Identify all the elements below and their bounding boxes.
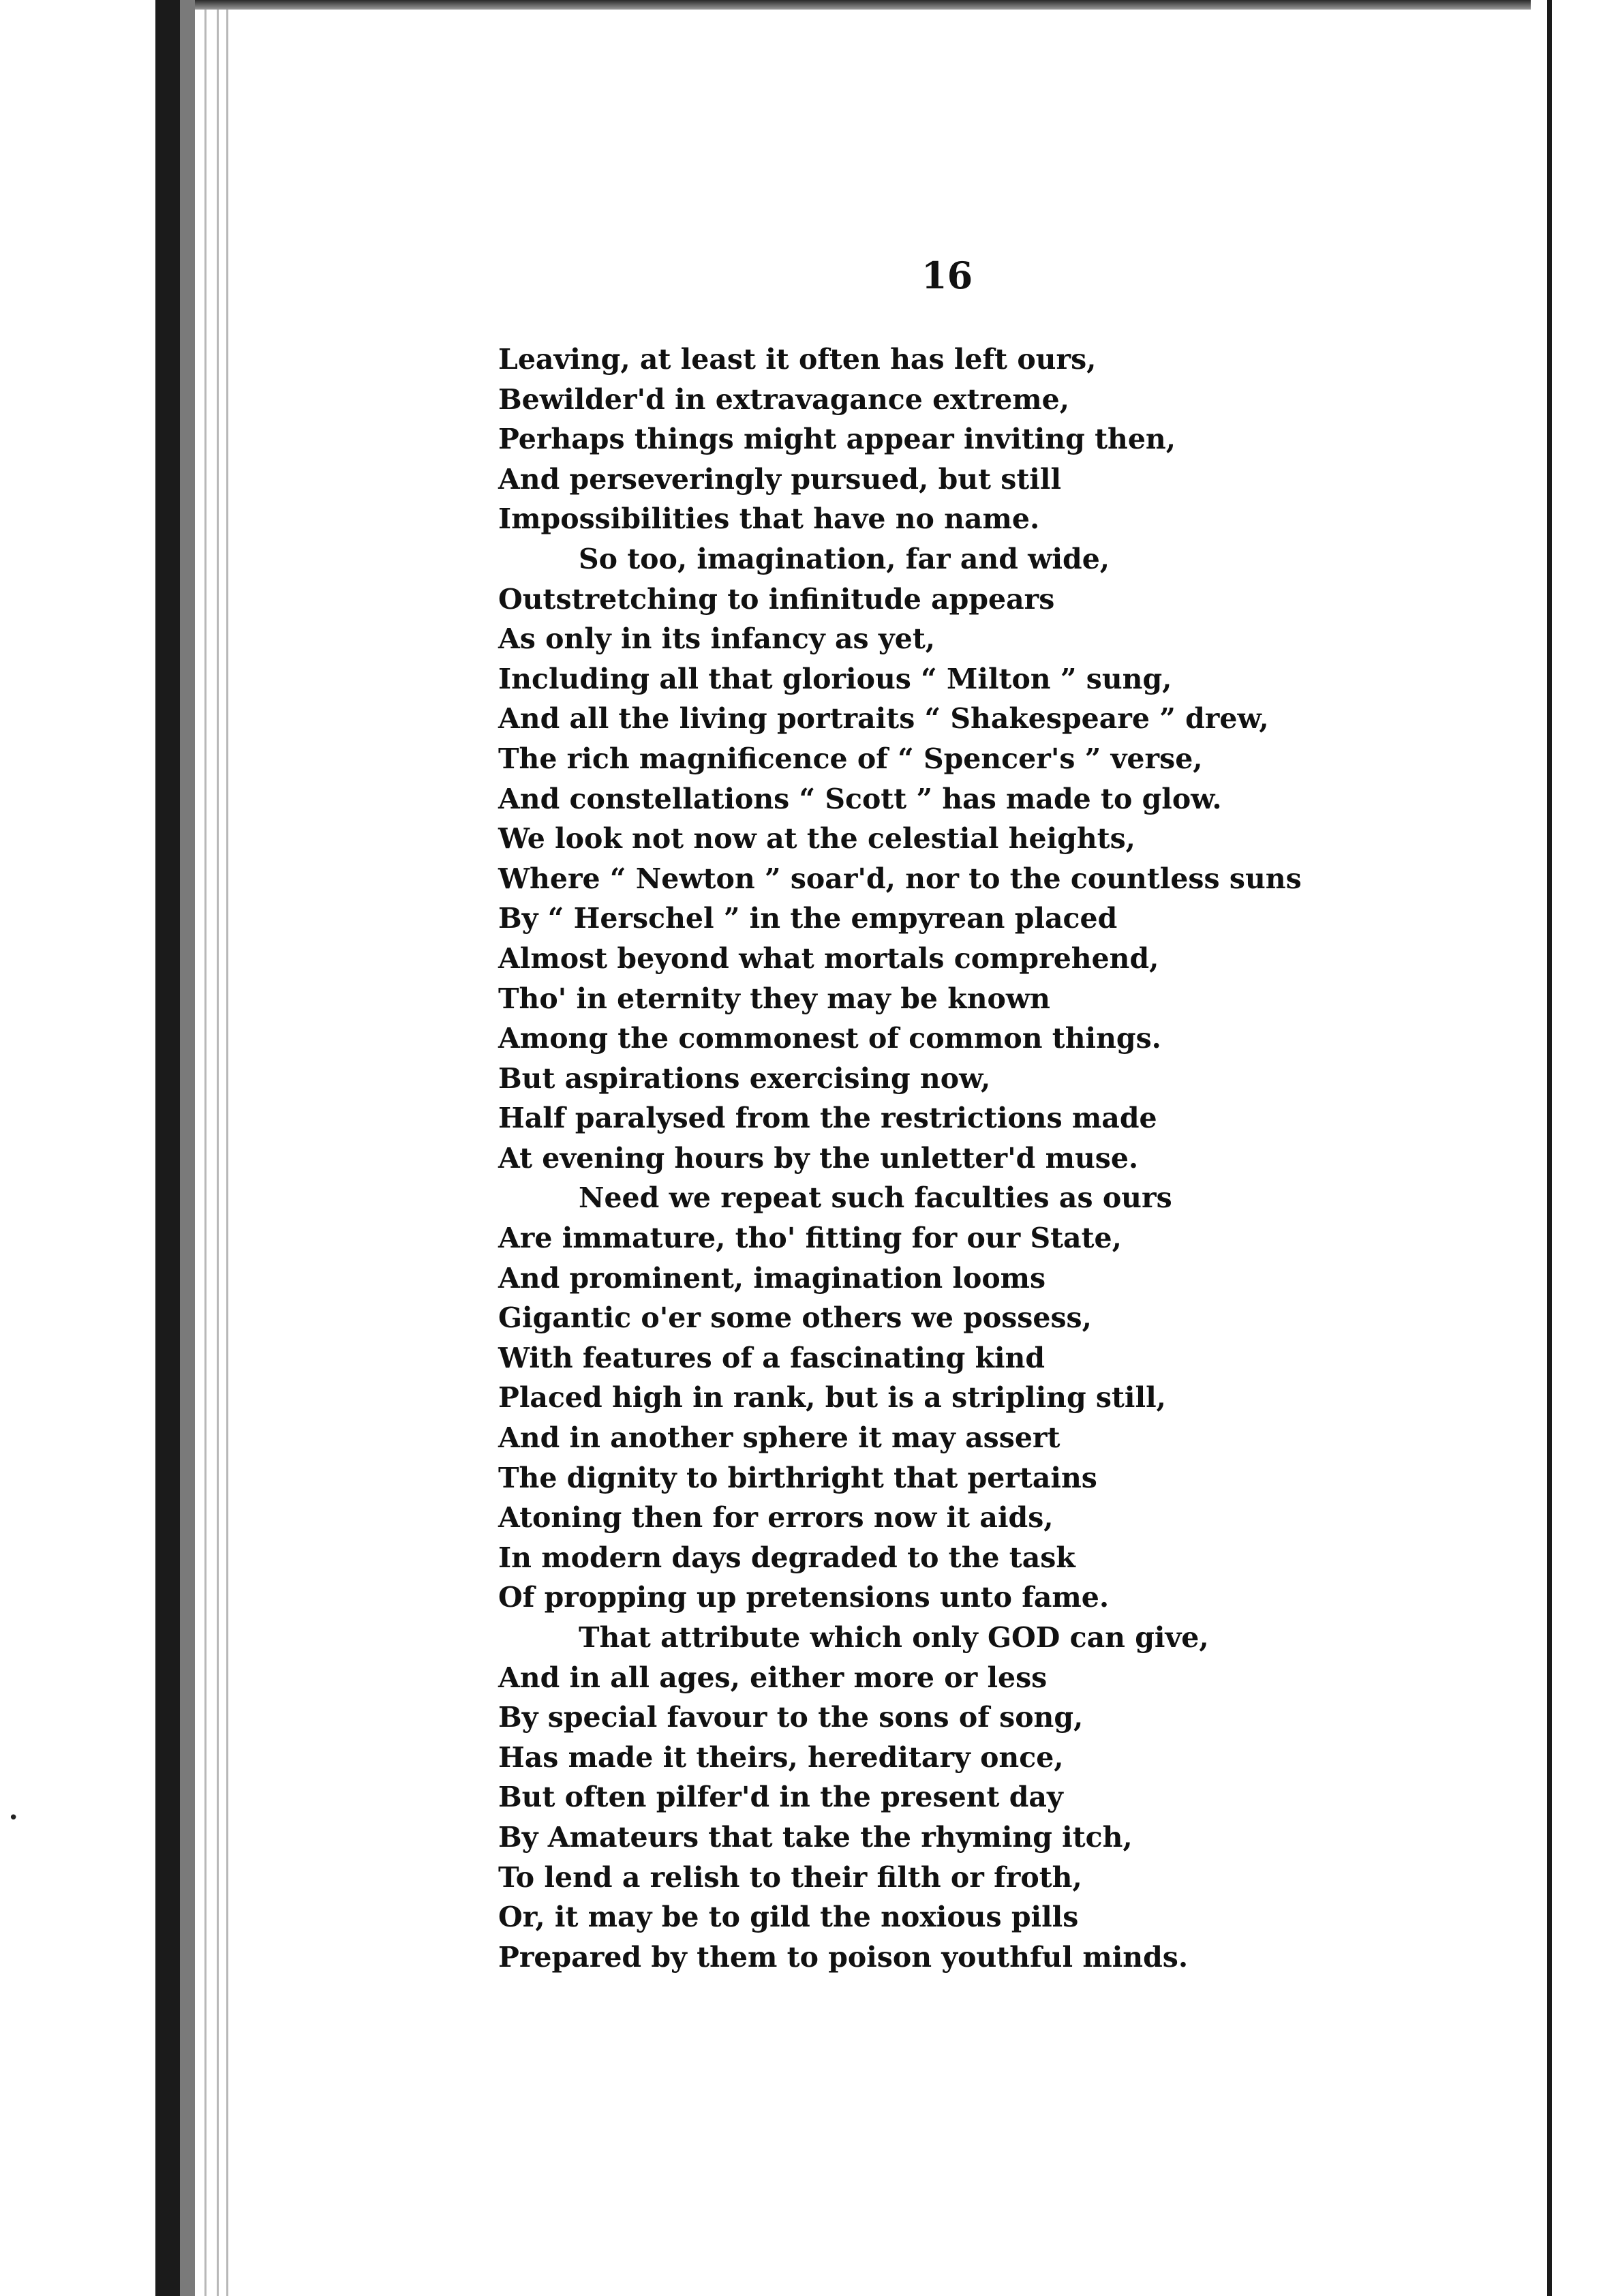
poem-line: Leaving, at least it often has left ours, <box>498 343 1097 376</box>
poem-line: That attribute which only GOD can give, <box>579 1621 1209 1654</box>
poem-line: Bewilder'd in extravagance extreme, <box>498 382 1069 416</box>
poem-line: The dignity to birthright that pertains <box>498 1461 1097 1494</box>
poem-line: Perhaps things might appear inviting then, <box>498 423 1176 456</box>
poem-line: In modern days degraded to the task <box>498 1541 1075 1574</box>
page-edge <box>217 0 219 2296</box>
page-number: 16 <box>921 254 973 297</box>
poem-text <box>498 339 1302 1977</box>
page-edge <box>226 0 228 2296</box>
poem-line: At evening hours by the unletter'd muse. <box>498 1141 1139 1175</box>
poem-line: Tho' in eternity they may be known <box>498 982 1050 1015</box>
poem-line: And constellations “ Scott ” has made to glow. <box>498 782 1222 815</box>
poem-line: We look not now at the celestial heights, <box>498 822 1135 856</box>
poem-line: By special favour to the sons of song, <box>498 1701 1084 1734</box>
poem-line: Are immature, tho' fitting for our State, <box>498 1222 1122 1255</box>
poem-line: Impossibilities that have no name. <box>498 502 1040 536</box>
top-edge-shadow <box>195 0 1531 10</box>
poem-line: As only in its infancy as yet, <box>498 622 936 656</box>
poem-line: Where “ Newton ” soar'd, nor to the countless suns <box>498 862 1302 895</box>
binding-gutter <box>180 0 195 2296</box>
poem-line: Almost beyond what mortals comprehend, <box>498 941 1159 975</box>
poem-line: Including all that glorious “ Milton ” sung, <box>498 662 1172 695</box>
poem-line: Of propping up pretensions unto fame. <box>498 1581 1110 1614</box>
binding-shadow <box>155 0 180 2296</box>
poem-line: And all the living portraits “ Shakespeare ” drew, <box>498 702 1269 736</box>
poem-line: Or, it may be to gild the noxious pills <box>498 1901 1079 1934</box>
poem-line: Half paralysed from the restrictions made <box>498 1102 1157 1135</box>
poem-line: The rich magnificence of “ Spencer's ” verse, <box>498 742 1203 775</box>
poem-line: Atoning then for errors now it aids, <box>498 1501 1054 1535</box>
poem-line: By “ Herschel ” in the empyrean placed <box>498 902 1118 935</box>
poem-line: So too, imagination, far and wide, <box>579 542 1110 575</box>
poem-line: But aspirations exercising now, <box>498 1061 991 1095</box>
poem-line: Outstretching to infinitude appears <box>498 582 1055 616</box>
page-edge <box>204 0 207 2296</box>
poem-line: Need we repeat such faculties as ours <box>579 1181 1172 1215</box>
scan-speck: • <box>8 1808 19 1828</box>
poem-line: Gigantic o'er some others we possess, <box>498 1301 1092 1335</box>
poem-line: Placed high in rank, but is a stripling still, <box>498 1381 1166 1415</box>
right-page-edge <box>1547 0 1603 2296</box>
poem-line: With features of a fascinating kind <box>498 1341 1045 1374</box>
poem-line: Prepared by them to poison youthful minds. <box>498 1940 1189 1974</box>
poem-line: Among the commonest of common things. <box>498 1022 1161 1055</box>
poem-line: Has made it theirs, hereditary once, <box>498 1740 1064 1774</box>
poem-line: And in another sphere it may assert <box>498 1421 1060 1455</box>
poem-line: And in all ages, either more or less <box>498 1661 1048 1694</box>
poem-line: By Amateurs that take the rhyming itch, <box>498 1820 1133 1854</box>
poem-line: And perseveringly pursued, but still <box>498 462 1062 496</box>
poem-line: But often pilfer'd in the present day <box>498 1781 1063 1814</box>
poem-line: To lend a relish to their filth or froth, <box>498 1860 1082 1894</box>
poem-line: And prominent, imagination looms <box>498 1261 1046 1295</box>
